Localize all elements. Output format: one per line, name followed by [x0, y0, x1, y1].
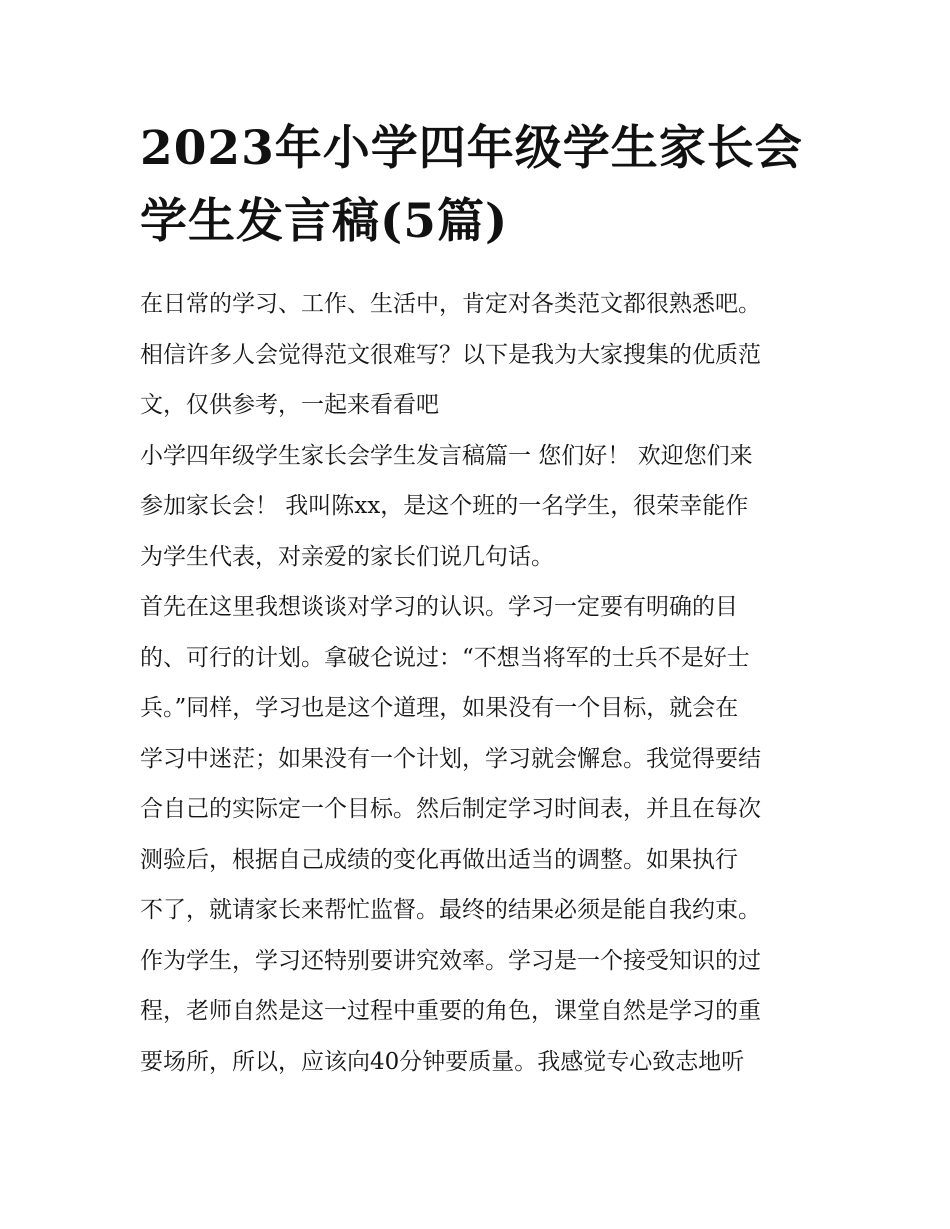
body-line: 学习中迷茫；如果没有一个计划，学习就会懈怠。我觉得要结	[140, 745, 761, 772]
body-line: 要场所，所以，应该向40分钟要质量。我感觉专心致志地听	[140, 1048, 745, 1075]
title-line: 学生发言稿(5篇)	[140, 194, 509, 249]
body-line: 参加家长会！ 我叫陈xx，是这个班的一名学生，很荣幸能作	[140, 493, 749, 519]
body-line: 作为学生，学习还特别要讲究效率。学习是一个接受知识的过	[140, 947, 761, 974]
document-body	[140, 279, 820, 1087]
body-line: 为学生代表，对亲爱的家长们说几句话。	[140, 543, 554, 570]
body-line: 文，仅供参考，一起来看看吧	[140, 392, 439, 418]
body-line: 在日常的学习、工作、生活中，肯定对各类范文都很熟悉吧。	[140, 291, 761, 317]
body-line: 合自己的实际定一个目标。然后制定学习时间表，并且在每次	[140, 796, 761, 822]
document-title	[140, 112, 820, 258]
body-line: 小学四年级学生家长会学生发言稿篇一 您们好！ 欢迎您们来	[140, 442, 753, 469]
body-line: 首先在这里我想谈谈对学习的认识。学习一定要有明确的目	[140, 594, 738, 620]
body-line: 测验后，根据自己成绩的变化再做出适当的调整。如果执行	[140, 846, 738, 873]
title-line: 2023年小学四年级学生家长会	[140, 121, 803, 176]
body-line: 不了，就请家长来帮忙监督。最终的结果必须是能自我约束。	[140, 897, 761, 923]
body-line: 的、可行的计划。拿破仑说过：“不想当将军的士兵不是好士	[140, 644, 750, 671]
body-line: 程，老师自然是这一过程中重要的角色，课堂自然是学习的重	[140, 998, 761, 1024]
body-line: 兵。”同样，学习也是这个道理，如果没有一个目标，就会在	[140, 695, 739, 721]
body-line: 相信许多人会觉得范文很难写？以下是我为大家搜集的优质范	[140, 341, 761, 368]
